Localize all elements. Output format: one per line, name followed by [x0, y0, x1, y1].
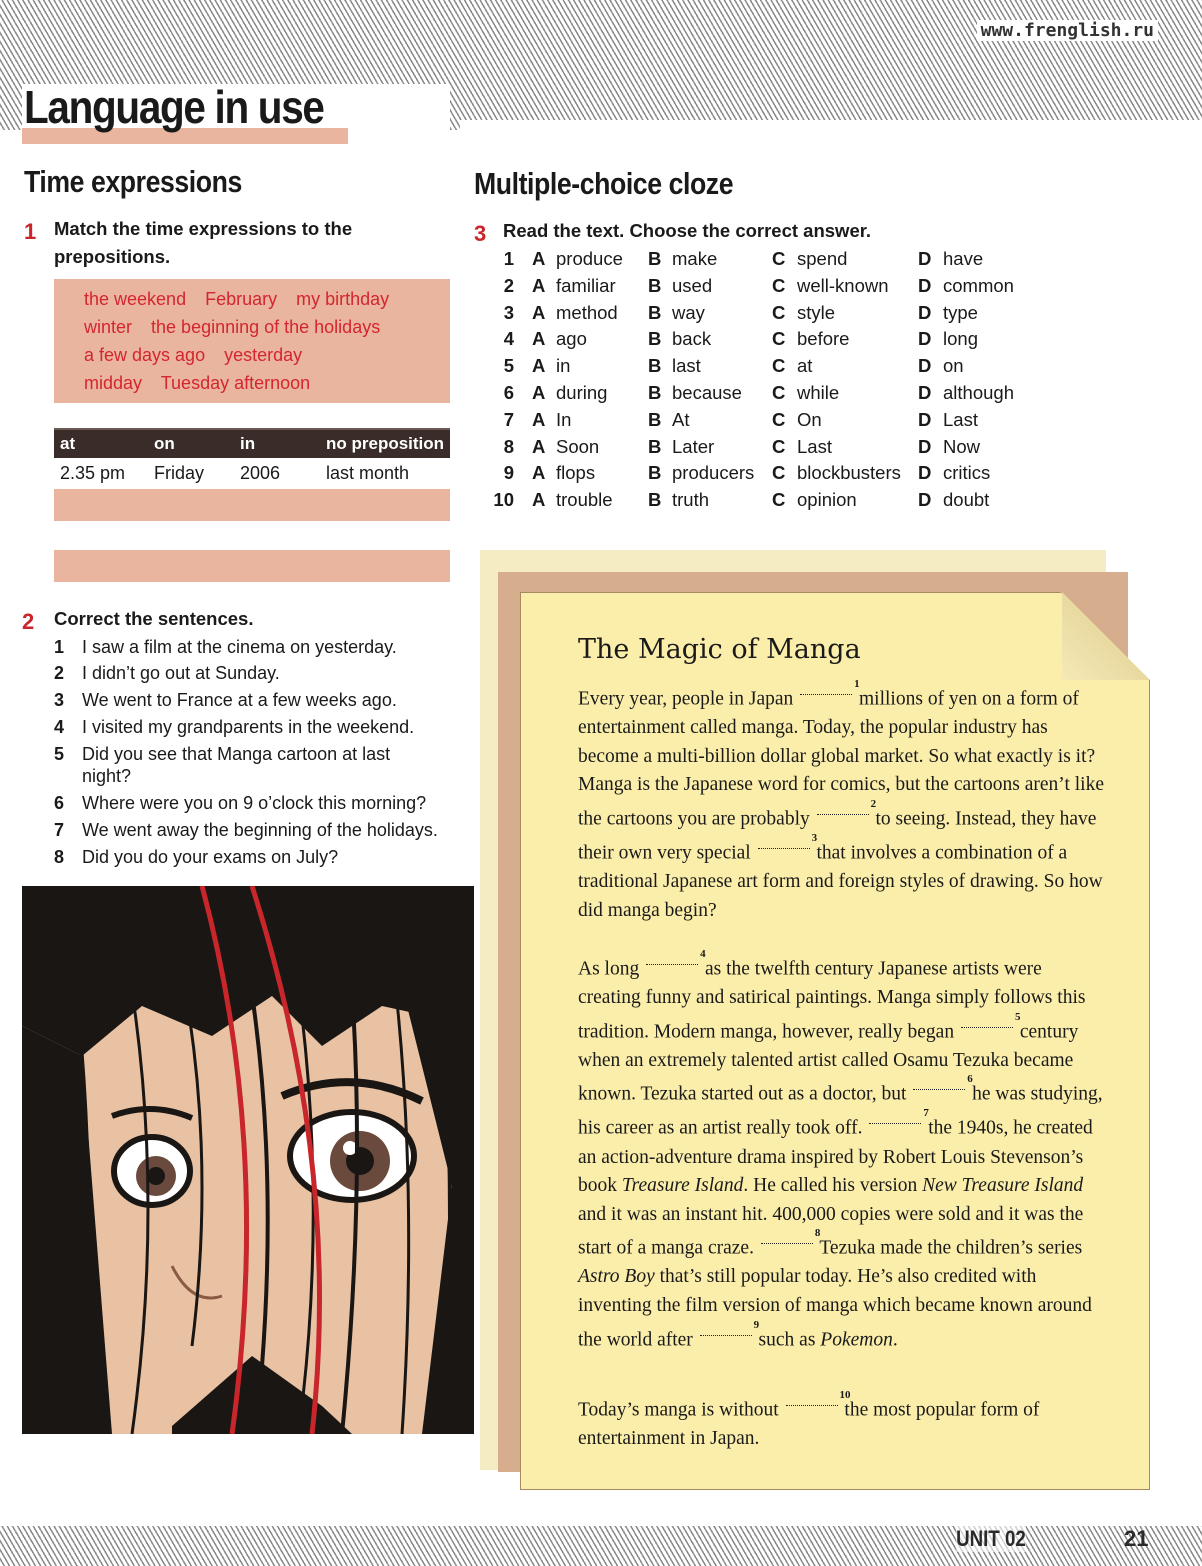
- option-letter-b: B: [648, 435, 662, 457]
- time-expression[interactable]: the beginning of the holidays: [151, 317, 381, 337]
- option-letter-a: A: [532, 462, 546, 484]
- question-number: 4: [503, 328, 514, 350]
- option-letter-c: C: [772, 301, 786, 323]
- sentence-item: [54, 662, 454, 684]
- option-letter-d: D: [918, 381, 932, 403]
- option-c[interactable]: spend: [797, 248, 848, 269]
- story-text: the most popular form of entertainment in Japan.: [578, 1399, 1040, 1450]
- question-number: 10: [493, 489, 514, 511]
- option-letter-c: C: [772, 355, 786, 377]
- sentence-number: 8: [54, 847, 65, 867]
- time-expression[interactable]: Tuesday afternoon: [160, 373, 311, 393]
- page-number: 21: [1124, 1526, 1149, 1551]
- option-d[interactable]: on: [943, 355, 964, 377]
- sentence-number: 4: [54, 717, 65, 737]
- story-text: millions of yen on a form of entertainment called manga. Today, the popular industry has become a multi-billion dollar global market. So what exactly is it? Manga is the Japanese word for comics, but the cartoons aren’t like the cartoons you are probably: [578, 688, 1104, 830]
- option-letter-b: B: [648, 462, 662, 484]
- story-text: Every year, people in Japan: [578, 688, 794, 710]
- option-letter-a: A: [532, 489, 546, 511]
- sentence-text: I visited my grandparents in the weekend.: [82, 717, 415, 737]
- option-letter-c: C: [772, 489, 786, 511]
- question-number: 7: [503, 408, 514, 430]
- option-b[interactable]: used: [672, 274, 713, 296]
- option-d[interactable]: Now: [943, 435, 981, 457]
- question-number: 6: [503, 381, 514, 403]
- option-b[interactable]: truth: [672, 489, 710, 511]
- option-b[interactable]: Later: [672, 435, 715, 457]
- story-paragraph-3: [578, 1391, 1106, 1454]
- option-letter-d: D: [918, 489, 932, 511]
- option-d[interactable]: Last: [943, 408, 978, 430]
- option-a[interactable]: In: [556, 408, 572, 430]
- page-title: Language in use: [24, 81, 324, 133]
- exercise-3-number: 3: [474, 221, 487, 246]
- story-text: As long: [578, 958, 640, 980]
- manga-girl-illustration: [22, 886, 474, 1434]
- sentence-number: 2: [54, 663, 65, 683]
- option-c[interactable]: blockbusters: [797, 462, 901, 484]
- time-expression[interactable]: my birthday: [296, 289, 390, 309]
- option-b[interactable]: producers: [672, 462, 755, 484]
- question-number: 1: [503, 248, 514, 269]
- example-at: 2.35 pm: [60, 462, 126, 483]
- option-letter-b: B: [648, 301, 662, 323]
- preposition-table: [54, 428, 450, 488]
- time-expression[interactable]: yesterday: [224, 345, 303, 365]
- exercise-2-instruction: Correct the sentences.: [54, 608, 254, 629]
- gap-number: 4: [700, 948, 706, 960]
- answer-row-1[interactable]: [54, 489, 450, 521]
- column-on: on: [148, 429, 234, 458]
- exercise-1-instruction: Match the time expressions to the prepositions.: [54, 218, 353, 267]
- option-letter-a: A: [532, 274, 546, 296]
- cloze-heading: Multiple-choice cloze: [474, 166, 734, 201]
- option-letter-c: C: [772, 408, 786, 430]
- option-c[interactable]: Last: [797, 435, 832, 457]
- option-letter-d: D: [918, 435, 932, 457]
- option-letter-b: B: [648, 381, 662, 403]
- story-text: that’s still popular today. He’s also credited with inventing the film version of manga which became known around the world after: [578, 1266, 1092, 1351]
- story-title: The Magic of Manga: [578, 634, 861, 665]
- sentence-item: [54, 846, 454, 868]
- option-letter-d: D: [918, 328, 932, 350]
- option-a[interactable]: familiar: [556, 274, 616, 296]
- column-in: in: [234, 429, 320, 458]
- question-number: 9: [503, 462, 514, 484]
- option-c[interactable]: before: [797, 328, 850, 350]
- sentence-item: [54, 792, 464, 814]
- column-no-preposition: no preposition: [320, 429, 450, 458]
- word-line: [84, 341, 450, 369]
- gap-number: 3: [811, 831, 818, 844]
- option-letter-d: D: [918, 355, 932, 377]
- option-b[interactable]: way: [672, 301, 705, 323]
- option-letter-d: D: [918, 462, 932, 484]
- option-letter-b: B: [648, 408, 662, 430]
- question-number: 2: [503, 274, 514, 296]
- footer-unit-label: UNIT 02: [956, 1526, 1026, 1551]
- sentence-item: [54, 743, 434, 787]
- option-letter-a: A: [532, 328, 546, 350]
- option-d[interactable]: although: [943, 381, 1014, 403]
- option-c[interactable]: while: [797, 381, 840, 403]
- option-letter-a: A: [532, 355, 546, 377]
- word-line: [84, 285, 450, 313]
- blank-gap[interactable]: [913, 1073, 973, 1090]
- option-letter-b: B: [648, 355, 662, 377]
- question-number: 3: [503, 301, 514, 323]
- time-expression[interactable]: a few days ago: [84, 345, 206, 365]
- word-line: [84, 313, 450, 341]
- sentence-text: Did you see that Manga cartoon at last night?: [82, 744, 391, 786]
- story-text: he was studying, his career as an artist really took off.: [578, 1083, 1103, 1139]
- option-c[interactable]: On: [797, 408, 822, 430]
- story-text: the 1940s, he created an action-adventure drama inspired by Robert Louis Stevenson’s book: [578, 1117, 1093, 1197]
- blank-gap[interactable]: [646, 948, 706, 965]
- option-b[interactable]: because: [672, 381, 742, 403]
- story-text: and it was an instant hit. 400,000 copies were sold and it was the start of a manga craze.: [578, 1203, 1084, 1259]
- option-c[interactable]: style: [797, 301, 836, 323]
- gap-number: 10: [839, 1389, 851, 1401]
- question-number: 8: [503, 435, 514, 457]
- story-text: Today’s manga is without: [578, 1399, 779, 1421]
- option-letter-a: A: [532, 248, 546, 269]
- option-a[interactable]: during: [556, 381, 608, 403]
- option-letter-b: B: [648, 328, 662, 350]
- option-letter-c: C: [772, 381, 786, 403]
- story-paragraph-2: [578, 950, 1106, 1355]
- table-row: [54, 458, 450, 488]
- option-letter-d: D: [918, 274, 932, 296]
- story-text: . He called his version: [743, 1175, 918, 1197]
- table-header-row: [54, 429, 450, 458]
- story-text: to seeing. Instead, they have their own very special: [578, 808, 1097, 864]
- option-letter-c: C: [772, 328, 786, 350]
- gap-number: 6: [967, 1073, 973, 1086]
- option-letter-a: A: [532, 408, 546, 430]
- option-d[interactable]: common: [943, 274, 1014, 296]
- blank-gap[interactable]: [700, 1318, 760, 1336]
- gap-number: 1: [854, 678, 860, 690]
- book-title: Treasure Island: [621, 1175, 744, 1197]
- sentence-item: [54, 716, 454, 738]
- option-letter-d: D: [918, 408, 932, 430]
- option-b[interactable]: make: [672, 248, 718, 269]
- option-a[interactable]: method: [556, 301, 618, 323]
- sentence-item: [54, 819, 474, 841]
- option-a[interactable]: ago: [556, 328, 587, 350]
- header-gap: [460, 120, 1202, 140]
- blank-gap[interactable]: [786, 1389, 851, 1406]
- sentence-text: I saw a film at the cinema on yesterday.: [82, 637, 397, 657]
- sentence-number: 1: [54, 637, 65, 657]
- option-b[interactable]: back: [672, 328, 712, 350]
- story-text: Tezuka made the children’s series: [819, 1237, 1083, 1259]
- option-d[interactable]: doubt: [943, 489, 990, 511]
- sentence-number: 5: [54, 744, 65, 764]
- word-box: [54, 279, 450, 403]
- answer-row-2[interactable]: [54, 550, 450, 582]
- sentence-text: Did you do your exams on July?: [82, 847, 339, 867]
- column-at: at: [54, 429, 148, 458]
- option-c[interactable]: at: [797, 355, 813, 377]
- exercise-2-number: 2: [22, 609, 35, 634]
- sentence-number: 7: [54, 820, 65, 840]
- sentence-text: We went away the beginning of the holidays.: [82, 820, 438, 840]
- example-no-preposition: last month: [326, 462, 410, 483]
- story-text: .: [892, 1329, 898, 1351]
- option-a[interactable]: Soon: [556, 435, 600, 457]
- option-letter-c: C: [772, 462, 786, 484]
- option-letter-d: D: [918, 301, 932, 323]
- option-c[interactable]: opinion: [797, 489, 857, 511]
- site-url: www.frenglish.ru: [977, 20, 1158, 41]
- option-letter-a: A: [532, 301, 546, 323]
- book-title: New Treasure Island: [922, 1175, 1084, 1197]
- gap-number: 8: [814, 1227, 821, 1240]
- sentence-text: Where were you on 9 o’clock this morning?: [82, 793, 427, 813]
- time-expressions-heading: Time expressions: [24, 164, 242, 199]
- story-text: that involves a combination of a traditional Japanese art form and foreign styles of drawing. So how did manga begin?: [578, 842, 1103, 921]
- option-letter-c: C: [772, 435, 786, 457]
- sentence-number: 6: [54, 793, 65, 813]
- option-letter-b: B: [648, 274, 662, 296]
- option-a[interactable]: flops: [556, 462, 596, 484]
- story-text: such as: [758, 1329, 816, 1351]
- blank-gap[interactable]: [869, 1107, 929, 1124]
- option-b[interactable]: At: [672, 408, 690, 430]
- gap-number: 7: [923, 1107, 929, 1120]
- option-d[interactable]: critics: [943, 462, 991, 484]
- book-title: Pokemon: [820, 1329, 893, 1351]
- blank-gap[interactable]: [758, 831, 818, 849]
- gap-number: 2: [870, 797, 877, 810]
- option-letter-c: C: [772, 274, 786, 296]
- manga-illustration: [22, 886, 474, 1434]
- time-expression[interactable]: February: [205, 289, 278, 309]
- book-title: Astro Boy: [578, 1266, 655, 1288]
- option-a[interactable]: in: [556, 355, 571, 377]
- option-d[interactable]: type: [943, 301, 978, 323]
- option-letter-a: A: [532, 381, 546, 403]
- option-letter-d: D: [918, 248, 932, 269]
- story-text: century when an extremely talented artist called Osamu Tezuka became known. Tezuka started out as a doctor, but: [578, 1021, 1079, 1105]
- option-d[interactable]: long: [943, 328, 978, 350]
- blank-gap[interactable]: [800, 678, 860, 695]
- story-text: as the twelfth century Japanese artists were creating funny and satirical paintings. Manga simply follows this tradition. Modern manga, however, really began: [578, 958, 1086, 1043]
- option-a[interactable]: trouble: [556, 489, 613, 511]
- example-on: Friday: [154, 462, 205, 483]
- blank-gap[interactable]: [817, 797, 877, 815]
- exercise-3-instruction: Read the text. Choose the correct answer.: [503, 220, 872, 241]
- option-d[interactable]: have: [943, 248, 984, 269]
- exercise-1-number: 1: [24, 219, 37, 244]
- sentence-item: [54, 689, 454, 711]
- time-expression[interactable]: midday: [84, 373, 143, 393]
- blank-gap[interactable]: [761, 1227, 821, 1244]
- time-expression[interactable]: the weekend: [84, 289, 187, 309]
- option-c[interactable]: well-known: [797, 274, 889, 296]
- sentence-item: [54, 636, 454, 658]
- option-letter-c: C: [772, 248, 786, 269]
- gap-number: 9: [753, 1318, 760, 1331]
- example-in: 2006: [240, 462, 281, 483]
- sentence-text: I didn’t go out at Sunday.: [82, 663, 280, 683]
- option-letter-a: A: [532, 435, 546, 457]
- sentence-number: 3: [54, 690, 65, 710]
- time-expression[interactable]: winter: [84, 317, 133, 337]
- option-b[interactable]: last: [672, 355, 701, 377]
- option-a[interactable]: produce: [556, 248, 623, 269]
- word-line: [84, 369, 450, 397]
- question-number: 5: [503, 355, 514, 377]
- blank-gap[interactable]: [961, 1010, 1021, 1028]
- option-letter-b: B: [648, 489, 662, 511]
- option-letter-b: B: [648, 248, 662, 269]
- gap-number: 5: [1014, 1010, 1021, 1023]
- sentence-text: We went to France at a few weeks ago.: [82, 690, 397, 710]
- story-paragraph-1: [578, 680, 1106, 925]
